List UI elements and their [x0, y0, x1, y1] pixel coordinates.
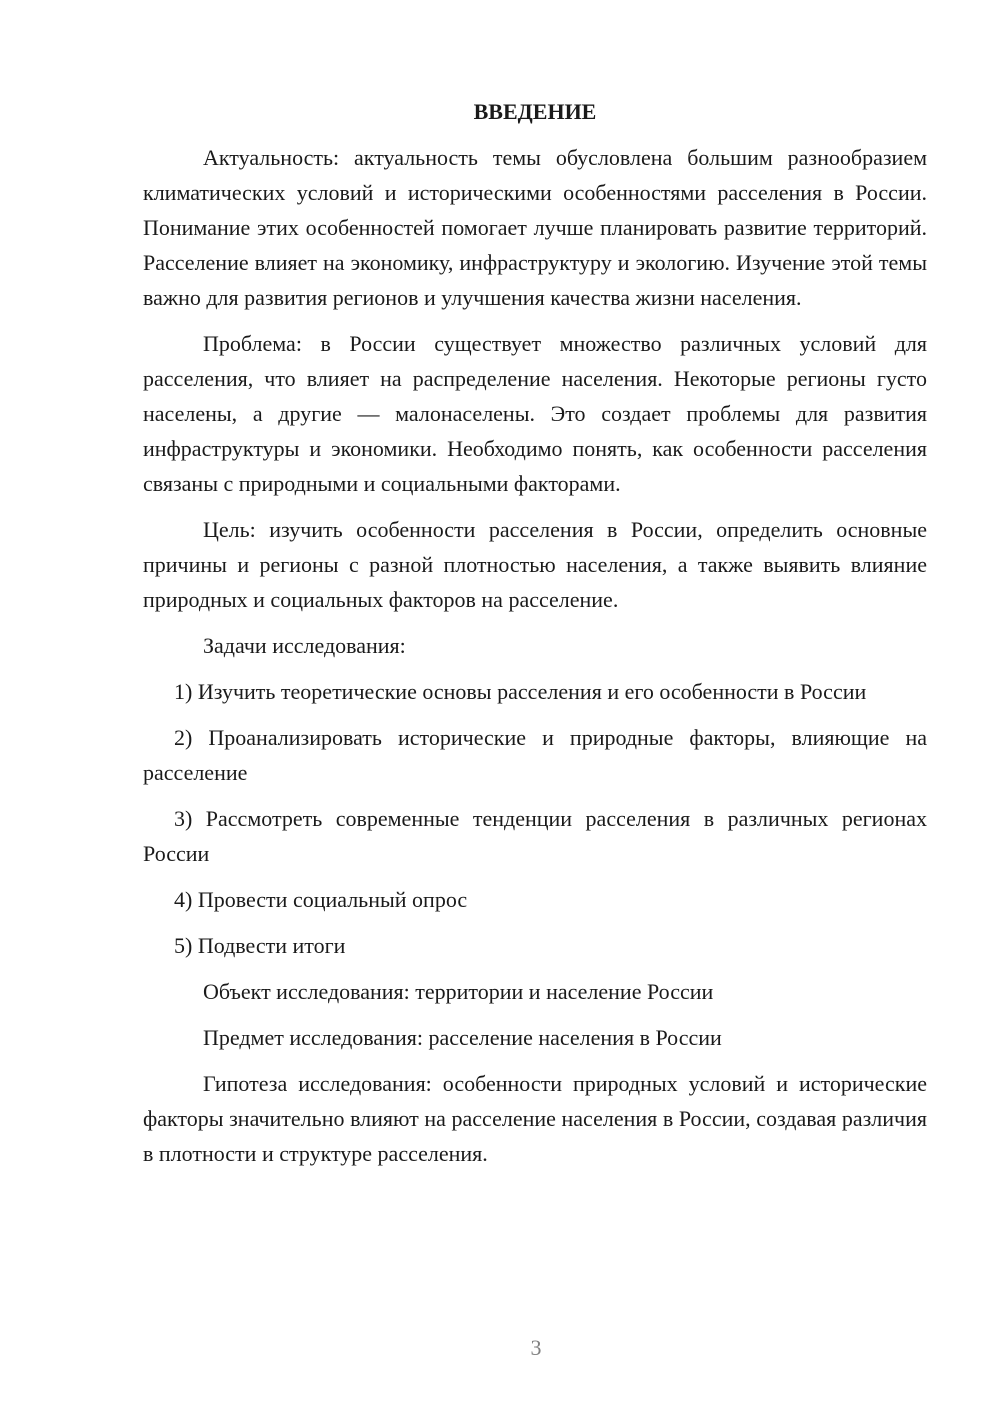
- section-heading: ВВЕДЕНИЕ: [473, 99, 597, 124]
- hypothesis-paragraph: Гипотеза исследования: особенности природных условий и исторические факторы значительно влияют на расселение населения в России, создавая различия в плотности и структуре расселения.: [143, 1071, 927, 1166]
- list-item: 2) Проанализировать исторические и природные факторы, влияющие на расселение: [143, 725, 927, 785]
- list-item: 1) Изучить теоретические основы расселения и его особенности в России: [174, 679, 867, 704]
- subject-paragraph: Предмет исследования: расселение населения в России: [203, 1025, 722, 1050]
- list-item: 3) Рассмотреть современные тенденции расселения в различных регионах России: [143, 806, 927, 866]
- document-body: [143, 94, 927, 1182]
- list-item: 4) Провести социальный опрос: [174, 887, 468, 912]
- problem-paragraph: Проблема: в России существует множество различных условий для расселения, что влияет на распределение населения. Некоторые регионы густо населены, а другие — малонаселены. Это создает проблемы для развития инфраструктуры и экономики. Необходимо понять, как особенности расселения связаны с природными и социальными факторами.: [143, 331, 927, 496]
- list-item: 5) Подвести итоги: [174, 933, 346, 958]
- tasks-title: Задачи исследования:: [203, 633, 406, 658]
- goal-paragraph: Цель: изучить особенности расселения в России, определить основные причины и регионы с разной плотностью населения, а также выявить влияние природных и социальных факторов на расселение.: [143, 517, 927, 612]
- page-number: 3: [530, 1335, 542, 1360]
- relevance-paragraph: Актуальность: актуальность темы обусловлена большим разнообразием климатических условий и историческими особенностями расселения в России. Понимание этих особенностей помогает лучше планировать развитие территорий. Расселение влияет на экономику, инфраструктуру и экологию. Изучение этой темы важно для развития регионов и улучшения качества жизни населения.: [143, 145, 927, 310]
- tasks-list: [143, 674, 927, 963]
- object-paragraph: Объект исследования: территории и население России: [203, 979, 714, 1004]
